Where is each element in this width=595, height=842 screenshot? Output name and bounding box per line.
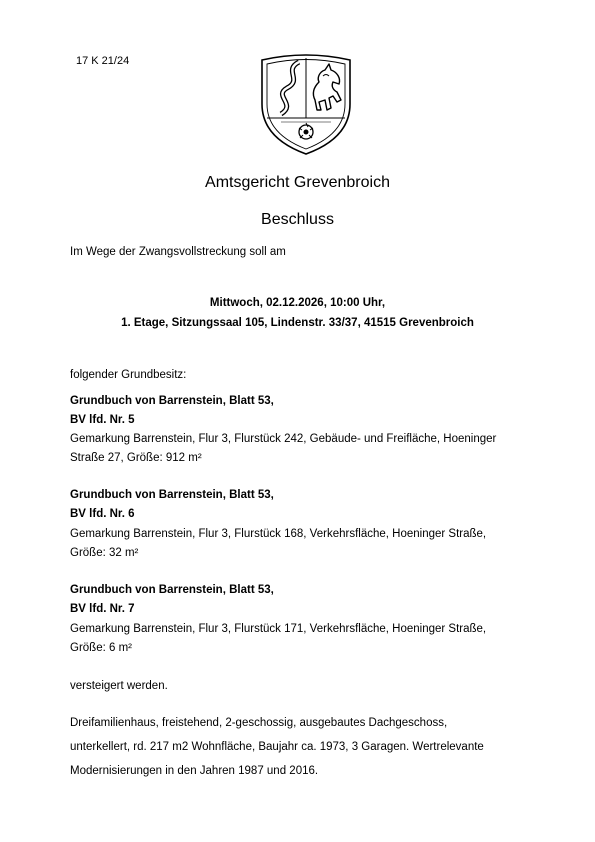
property-description: Straße 27, Größe: 912 m² [70, 452, 202, 464]
document-title: Beschluss [261, 211, 334, 228]
property-description: Größe: 6 m² [70, 642, 132, 654]
property-register: Grundbuch von Barrenstein, Blatt 53, [70, 395, 274, 407]
appointment-date: Mittwoch, 02.12.2026, 10:00 Uhr, [209, 297, 386, 309]
closing-text: versteigert werden. [70, 680, 168, 692]
file-number: 17 K 21/24 [76, 55, 130, 67]
property-description: Gemarkung Barrenstein, Flur 3, Flurstück 171, Verkehrsfläche, Hoeninger Straße, [70, 623, 487, 635]
intro-text: Im Wege der Zwangsvollstreckung soll am [70, 246, 286, 258]
property-description: Gemarkung Barrenstein, Flur 3, Flurstück 168, Verkehrsfläche, Hoeninger Straße, [70, 528, 487, 540]
property-register: Grundbuch von Barrenstein, Blatt 53, [70, 584, 274, 596]
property-description: Gemarkung Barrenstein, Flur 3, Flurstück 242, Gebäude- und Freifläche, Hoeninger [70, 433, 497, 445]
object-description: Modernisierungen in den Jahren 1987 und 2016. [70, 765, 319, 777]
property-number: BV lfd. Nr. 5 [70, 414, 135, 426]
appointment-location: 1. Etage, Sitzungssaal 105, Lindenstr. 33/37, 41515 Grevenbroich [121, 317, 474, 329]
object-description: unterkellert, rd. 217 m2 Wohnfläche, Baujahr ca. 1973, 3 Garagen. Wertrelevante [70, 741, 484, 753]
property-register: Grundbuch von Barrenstein, Blatt 53, [70, 489, 274, 501]
property-number: BV lfd. Nr. 7 [70, 603, 135, 615]
property-number: BV lfd. Nr. 6 [70, 508, 135, 520]
court-name: Amtsgericht Grevenbroich [205, 174, 390, 191]
property-intro: folgender Grundbesitz: [70, 369, 187, 381]
nrw-coat-of-arms-icon [259, 52, 353, 156]
property-description: Größe: 32 m² [70, 547, 139, 559]
object-description: Dreifamilienhaus, freistehend, 2-geschossig, ausgebautes Dachgeschoss, [70, 717, 448, 729]
